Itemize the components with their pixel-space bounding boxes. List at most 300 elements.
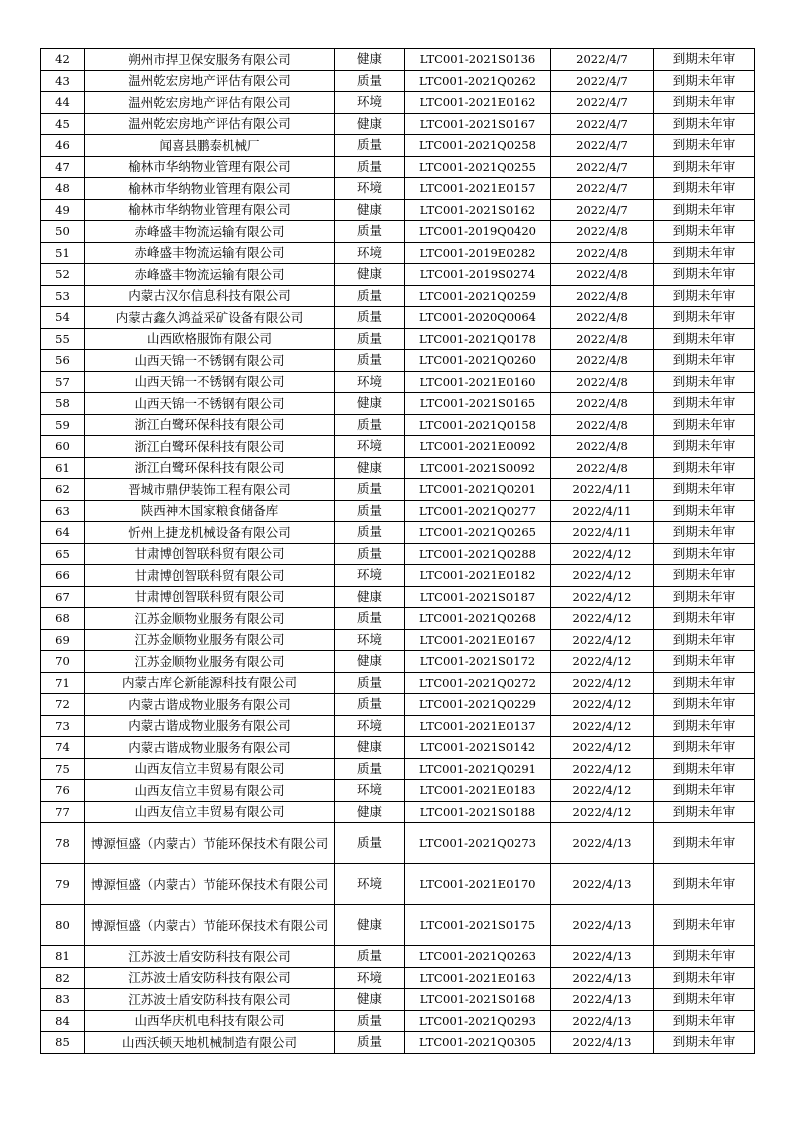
certification-type: 质量 — [335, 156, 405, 178]
due-date: 2022/4/12 — [551, 651, 654, 673]
certificate-code: LTC001-2021Q0263 — [405, 946, 551, 968]
row-number: 66 — [41, 565, 85, 587]
certificate-table — [40, 48, 755, 1054]
company-name: 江苏金顺物业服务有限公司 — [85, 608, 335, 630]
table-row — [41, 178, 755, 200]
status-text: 到期未年审 — [654, 49, 755, 71]
due-date: 2022/4/8 — [551, 350, 654, 372]
table-row — [41, 629, 755, 651]
company-name: 山西天锦一不锈钢有限公司 — [85, 371, 335, 393]
due-date: 2022/4/12 — [551, 608, 654, 630]
company-name: 甘肃博创智联科贸有限公司 — [85, 543, 335, 565]
table-row — [41, 49, 755, 71]
table-row — [41, 307, 755, 329]
due-date: 2022/4/12 — [551, 565, 654, 587]
due-date: 2022/4/7 — [551, 135, 654, 157]
certification-type: 质量 — [335, 946, 405, 968]
due-date: 2022/4/8 — [551, 221, 654, 243]
due-date: 2022/4/12 — [551, 543, 654, 565]
certification-type: 质量 — [335, 307, 405, 329]
status-text: 到期未年审 — [654, 350, 755, 372]
due-date: 2022/4/8 — [551, 436, 654, 458]
certificate-code: LTC001-2021Q0255 — [405, 156, 551, 178]
table-row — [41, 156, 755, 178]
row-number: 43 — [41, 70, 85, 92]
certification-type: 质量 — [335, 758, 405, 780]
company-name: 甘肃博创智联科贸有限公司 — [85, 586, 335, 608]
status-text: 到期未年审 — [654, 905, 755, 946]
row-number: 51 — [41, 242, 85, 264]
due-date: 2022/4/13 — [551, 967, 654, 989]
row-number: 83 — [41, 989, 85, 1011]
certification-type: 质量 — [335, 350, 405, 372]
certificate-code: LTC001-2021S0172 — [405, 651, 551, 673]
certification-type: 质量 — [335, 823, 405, 864]
row-number: 45 — [41, 113, 85, 135]
status-text: 到期未年审 — [654, 823, 755, 864]
due-date: 2022/4/7 — [551, 178, 654, 200]
due-date: 2022/4/13 — [551, 946, 654, 968]
table-row — [41, 801, 755, 823]
certificate-code: LTC001-2021E0167 — [405, 629, 551, 651]
row-number: 65 — [41, 543, 85, 565]
table-row — [41, 242, 755, 264]
certificate-code: LTC001-2021Q0158 — [405, 414, 551, 436]
company-name: 内蒙古库仑新能源科技有限公司 — [85, 672, 335, 694]
status-text: 到期未年审 — [654, 758, 755, 780]
row-number: 47 — [41, 156, 85, 178]
due-date: 2022/4/11 — [551, 500, 654, 522]
table-body — [41, 49, 755, 1054]
certification-type: 质量 — [335, 500, 405, 522]
certificate-code: LTC001-2021Q0258 — [405, 135, 551, 157]
certification-type: 质量 — [335, 221, 405, 243]
company-name: 赤峰盛丰物流运输有限公司 — [85, 264, 335, 286]
company-name: 江苏波士盾安防科技有限公司 — [85, 946, 335, 968]
certificate-code: LTC001-2020Q0064 — [405, 307, 551, 329]
due-date: 2022/4/7 — [551, 70, 654, 92]
row-number: 59 — [41, 414, 85, 436]
table-row — [41, 371, 755, 393]
certificate-code: LTC001-2021Q0201 — [405, 479, 551, 501]
status-text: 到期未年审 — [654, 307, 755, 329]
table-row — [41, 264, 755, 286]
table-row — [41, 92, 755, 114]
certificate-code: LTC001-2021Q0229 — [405, 694, 551, 716]
company-name: 浙江白鹭环保科技有限公司 — [85, 414, 335, 436]
row-number: 58 — [41, 393, 85, 415]
certificate-code: LTC001-2021Q0288 — [405, 543, 551, 565]
row-number: 78 — [41, 823, 85, 864]
due-date: 2022/4/8 — [551, 242, 654, 264]
company-name: 江苏波士盾安防科技有限公司 — [85, 967, 335, 989]
row-number: 76 — [41, 780, 85, 802]
certificate-code: LTC001-2021S0167 — [405, 113, 551, 135]
row-number: 46 — [41, 135, 85, 157]
row-number: 64 — [41, 522, 85, 544]
table-row — [41, 780, 755, 802]
table-row — [41, 199, 755, 221]
certificate-code: LTC001-2021S0165 — [405, 393, 551, 415]
status-text: 到期未年审 — [654, 371, 755, 393]
company-name: 山西欧格服饰有限公司 — [85, 328, 335, 350]
status-text: 到期未年审 — [654, 500, 755, 522]
status-text: 到期未年审 — [654, 946, 755, 968]
due-date: 2022/4/11 — [551, 522, 654, 544]
row-number: 56 — [41, 350, 85, 372]
due-date: 2022/4/11 — [551, 479, 654, 501]
status-text: 到期未年审 — [654, 199, 755, 221]
certificate-code: LTC001-2021Q0305 — [405, 1032, 551, 1054]
company-name: 山西友信立丰贸易有限公司 — [85, 801, 335, 823]
due-date: 2022/4/12 — [551, 758, 654, 780]
company-name: 山西华庆机电科技有限公司 — [85, 1010, 335, 1032]
company-name: 内蒙古鑫久鸿益采矿设备有限公司 — [85, 307, 335, 329]
company-name: 晋城市鼎伊装饰工程有限公司 — [85, 479, 335, 501]
status-text: 到期未年审 — [654, 715, 755, 737]
status-text: 到期未年审 — [654, 565, 755, 587]
certificate-code: LTC001-2021Q0268 — [405, 608, 551, 630]
certification-type: 质量 — [335, 608, 405, 630]
certification-type: 质量 — [335, 135, 405, 157]
due-date: 2022/4/13 — [551, 989, 654, 1011]
certification-type: 健康 — [335, 801, 405, 823]
row-number: 44 — [41, 92, 85, 114]
certificate-code: LTC001-2021Q0291 — [405, 758, 551, 780]
certificate-code: LTC001-2021S0187 — [405, 586, 551, 608]
row-number: 69 — [41, 629, 85, 651]
certificate-code: LTC001-2021S0175 — [405, 905, 551, 946]
certificate-code: LTC001-2021E0182 — [405, 565, 551, 587]
company-name: 内蒙古谐成物业服务有限公司 — [85, 737, 335, 759]
due-date: 2022/4/13 — [551, 864, 654, 905]
due-date: 2022/4/13 — [551, 905, 654, 946]
due-date: 2022/4/7 — [551, 113, 654, 135]
table-row — [41, 113, 755, 135]
company-name: 内蒙古汉尔信息科技有限公司 — [85, 285, 335, 307]
table-row — [41, 946, 755, 968]
table-row — [41, 737, 755, 759]
table-row — [41, 328, 755, 350]
status-text: 到期未年审 — [654, 1032, 755, 1054]
company-name: 博源恒盛（内蒙古）节能环保技术有限公司 — [85, 905, 335, 946]
certification-type: 质量 — [335, 328, 405, 350]
certification-type: 健康 — [335, 737, 405, 759]
certification-type: 质量 — [335, 672, 405, 694]
status-text: 到期未年审 — [654, 989, 755, 1011]
table-row — [41, 285, 755, 307]
certificate-code: LTC001-2021Q0262 — [405, 70, 551, 92]
certification-type: 质量 — [335, 70, 405, 92]
status-text: 到期未年审 — [654, 264, 755, 286]
certification-type: 环境 — [335, 242, 405, 264]
company-name: 甘肃博创智联科贸有限公司 — [85, 565, 335, 587]
due-date: 2022/4/12 — [551, 780, 654, 802]
status-text: 到期未年审 — [654, 328, 755, 350]
table-row — [41, 672, 755, 694]
certification-type: 质量 — [335, 543, 405, 565]
due-date: 2022/4/8 — [551, 393, 654, 415]
company-name: 温州乾宏房地产评估有限公司 — [85, 70, 335, 92]
certificate-code: LTC001-2021Q0259 — [405, 285, 551, 307]
certificate-code: LTC001-2021E0137 — [405, 715, 551, 737]
certification-type: 健康 — [335, 651, 405, 673]
table-row — [41, 565, 755, 587]
company-name: 山西友信立丰贸易有限公司 — [85, 758, 335, 780]
status-text: 到期未年审 — [654, 414, 755, 436]
certification-type: 环境 — [335, 565, 405, 587]
certificate-code: LTC001-2019S0274 — [405, 264, 551, 286]
certification-type: 质量 — [335, 285, 405, 307]
due-date: 2022/4/8 — [551, 414, 654, 436]
certificate-code: LTC001-2021Q0273 — [405, 823, 551, 864]
due-date: 2022/4/8 — [551, 285, 654, 307]
certification-type: 环境 — [335, 436, 405, 458]
status-text: 到期未年审 — [654, 393, 755, 415]
company-name: 山西友信立丰贸易有限公司 — [85, 780, 335, 802]
status-text: 到期未年审 — [654, 694, 755, 716]
certification-type: 环境 — [335, 715, 405, 737]
company-name: 温州乾宏房地产评估有限公司 — [85, 92, 335, 114]
row-number: 42 — [41, 49, 85, 71]
row-number: 52 — [41, 264, 85, 286]
certificate-code: LTC001-2019E0282 — [405, 242, 551, 264]
company-name: 温州乾宏房地产评估有限公司 — [85, 113, 335, 135]
certification-type: 健康 — [335, 586, 405, 608]
due-date: 2022/4/12 — [551, 672, 654, 694]
certificate-code: LTC001-2021E0183 — [405, 780, 551, 802]
certification-type: 健康 — [335, 199, 405, 221]
certification-type: 健康 — [335, 989, 405, 1011]
certification-type: 环境 — [335, 92, 405, 114]
certificate-code: LTC001-2021E0160 — [405, 371, 551, 393]
status-text: 到期未年审 — [654, 92, 755, 114]
due-date: 2022/4/12 — [551, 629, 654, 651]
status-text: 到期未年审 — [654, 479, 755, 501]
certificate-code: LTC001-2021Q0260 — [405, 350, 551, 372]
table-row — [41, 608, 755, 630]
table-row — [41, 758, 755, 780]
table-row — [41, 543, 755, 565]
due-date: 2022/4/13 — [551, 1032, 654, 1054]
status-text: 到期未年审 — [654, 737, 755, 759]
table-row — [41, 479, 755, 501]
certificate-code: LTC001-2021S0162 — [405, 199, 551, 221]
company-name: 榆林市华纳物业管理有限公司 — [85, 178, 335, 200]
certification-type: 环境 — [335, 967, 405, 989]
due-date: 2022/4/8 — [551, 457, 654, 479]
row-number: 60 — [41, 436, 85, 458]
row-number: 57 — [41, 371, 85, 393]
certificate-code: LTC001-2021Q0265 — [405, 522, 551, 544]
row-number: 70 — [41, 651, 85, 673]
status-text: 到期未年审 — [654, 70, 755, 92]
status-text: 到期未年审 — [654, 967, 755, 989]
row-number: 61 — [41, 457, 85, 479]
table-row — [41, 967, 755, 989]
table-row — [41, 70, 755, 92]
status-text: 到期未年审 — [654, 457, 755, 479]
company-name: 博源恒盛（内蒙古）节能环保技术有限公司 — [85, 823, 335, 864]
row-number: 79 — [41, 864, 85, 905]
status-text: 到期未年审 — [654, 651, 755, 673]
table-row — [41, 436, 755, 458]
certificate-code: LTC001-2021S0092 — [405, 457, 551, 479]
row-number: 49 — [41, 199, 85, 221]
certification-type: 环境 — [335, 864, 405, 905]
row-number: 53 — [41, 285, 85, 307]
certificate-code: LTC001-2021E0162 — [405, 92, 551, 114]
table-row — [41, 989, 755, 1011]
certification-type: 环境 — [335, 371, 405, 393]
company-name: 江苏金顺物业服务有限公司 — [85, 651, 335, 673]
table-row — [41, 393, 755, 415]
due-date: 2022/4/12 — [551, 801, 654, 823]
table-row — [41, 1010, 755, 1032]
row-number: 71 — [41, 672, 85, 694]
company-name: 浙江白鹭环保科技有限公司 — [85, 457, 335, 479]
status-text: 到期未年审 — [654, 178, 755, 200]
certificate-code: LTC001-2021S0136 — [405, 49, 551, 71]
certification-type: 健康 — [335, 457, 405, 479]
status-text: 到期未年审 — [654, 285, 755, 307]
table-row — [41, 823, 755, 864]
status-text: 到期未年审 — [654, 242, 755, 264]
company-name: 山西沃顿天地机械制造有限公司 — [85, 1032, 335, 1054]
due-date: 2022/4/7 — [551, 92, 654, 114]
row-number: 48 — [41, 178, 85, 200]
due-date: 2022/4/8 — [551, 307, 654, 329]
table-row — [41, 414, 755, 436]
table-row — [41, 457, 755, 479]
row-number: 68 — [41, 608, 85, 630]
certification-type: 质量 — [335, 479, 405, 501]
row-number: 67 — [41, 586, 85, 608]
due-date: 2022/4/13 — [551, 823, 654, 864]
company-name: 江苏波士盾安防科技有限公司 — [85, 989, 335, 1011]
table-row — [41, 864, 755, 905]
table-row — [41, 522, 755, 544]
due-date: 2022/4/12 — [551, 586, 654, 608]
row-number: 55 — [41, 328, 85, 350]
company-name: 忻州上捷龙机械设备有限公司 — [85, 522, 335, 544]
row-number: 75 — [41, 758, 85, 780]
row-number: 84 — [41, 1010, 85, 1032]
status-text: 到期未年审 — [654, 522, 755, 544]
status-text: 到期未年审 — [654, 801, 755, 823]
due-date: 2022/4/12 — [551, 715, 654, 737]
certificate-code: LTC001-2021E0092 — [405, 436, 551, 458]
table-row — [41, 1032, 755, 1054]
company-name: 陕西神木国家粮食储备库 — [85, 500, 335, 522]
certification-type: 健康 — [335, 393, 405, 415]
table-row — [41, 694, 755, 716]
company-name: 朔州市捍卫保安服务有限公司 — [85, 49, 335, 71]
certificate-code: LTC001-2021E0170 — [405, 864, 551, 905]
certification-type: 质量 — [335, 1010, 405, 1032]
table-row — [41, 586, 755, 608]
certification-type: 质量 — [335, 414, 405, 436]
certification-type: 质量 — [335, 1032, 405, 1054]
company-name: 榆林市华纳物业管理有限公司 — [85, 199, 335, 221]
company-name: 赤峰盛丰物流运输有限公司 — [85, 242, 335, 264]
certification-type: 健康 — [335, 905, 405, 946]
due-date: 2022/4/7 — [551, 199, 654, 221]
due-date: 2022/4/8 — [551, 328, 654, 350]
company-name: 山西天锦一不锈钢有限公司 — [85, 350, 335, 372]
status-text: 到期未年审 — [654, 113, 755, 135]
certificate-code: LTC001-2021S0142 — [405, 737, 551, 759]
table-row — [41, 500, 755, 522]
company-name: 浙江白鹭环保科技有限公司 — [85, 436, 335, 458]
certification-type: 质量 — [335, 522, 405, 544]
due-date: 2022/4/12 — [551, 737, 654, 759]
certification-type: 健康 — [335, 49, 405, 71]
due-date: 2022/4/7 — [551, 156, 654, 178]
company-name: 内蒙古谐成物业服务有限公司 — [85, 694, 335, 716]
due-date: 2022/4/8 — [551, 264, 654, 286]
table-row — [41, 350, 755, 372]
due-date: 2022/4/13 — [551, 1010, 654, 1032]
status-text: 到期未年审 — [654, 135, 755, 157]
table-row — [41, 135, 755, 157]
certification-type: 环境 — [335, 178, 405, 200]
status-text: 到期未年审 — [654, 156, 755, 178]
status-text: 到期未年审 — [654, 221, 755, 243]
company-name: 内蒙古谐成物业服务有限公司 — [85, 715, 335, 737]
row-number: 80 — [41, 905, 85, 946]
company-name: 博源恒盛（内蒙古）节能环保技术有限公司 — [85, 864, 335, 905]
status-text: 到期未年审 — [654, 1010, 755, 1032]
table-row — [41, 905, 755, 946]
row-number: 82 — [41, 967, 85, 989]
table-row — [41, 651, 755, 673]
status-text: 到期未年审 — [654, 780, 755, 802]
row-number: 81 — [41, 946, 85, 968]
due-date: 2022/4/8 — [551, 371, 654, 393]
company-name: 赤峰盛丰物流运输有限公司 — [85, 221, 335, 243]
status-text: 到期未年审 — [654, 629, 755, 651]
status-text: 到期未年审 — [654, 586, 755, 608]
row-number: 54 — [41, 307, 85, 329]
certificate-code: LTC001-2021E0163 — [405, 967, 551, 989]
row-number: 72 — [41, 694, 85, 716]
status-text: 到期未年审 — [654, 864, 755, 905]
row-number: 62 — [41, 479, 85, 501]
table-row — [41, 221, 755, 243]
certificate-code: LTC001-2021S0168 — [405, 989, 551, 1011]
certificate-code: LTC001-2021Q0178 — [405, 328, 551, 350]
certificate-code: LTC001-2021Q0293 — [405, 1010, 551, 1032]
certification-type: 环境 — [335, 780, 405, 802]
row-number: 85 — [41, 1032, 85, 1054]
certification-type: 质量 — [335, 694, 405, 716]
due-date: 2022/4/7 — [551, 49, 654, 71]
status-text: 到期未年审 — [654, 543, 755, 565]
row-number: 73 — [41, 715, 85, 737]
company-name: 榆林市华纳物业管理有限公司 — [85, 156, 335, 178]
certification-type: 环境 — [335, 629, 405, 651]
row-number: 50 — [41, 221, 85, 243]
certificate-code: LTC001-2021S0188 — [405, 801, 551, 823]
status-text: 到期未年审 — [654, 672, 755, 694]
status-text: 到期未年审 — [654, 436, 755, 458]
company-name: 闻喜县鹏泰机械厂 — [85, 135, 335, 157]
row-number: 63 — [41, 500, 85, 522]
certificate-code: LTC001-2019Q0420 — [405, 221, 551, 243]
company-name: 江苏金顺物业服务有限公司 — [85, 629, 335, 651]
certificate-code: LTC001-2021Q0277 — [405, 500, 551, 522]
